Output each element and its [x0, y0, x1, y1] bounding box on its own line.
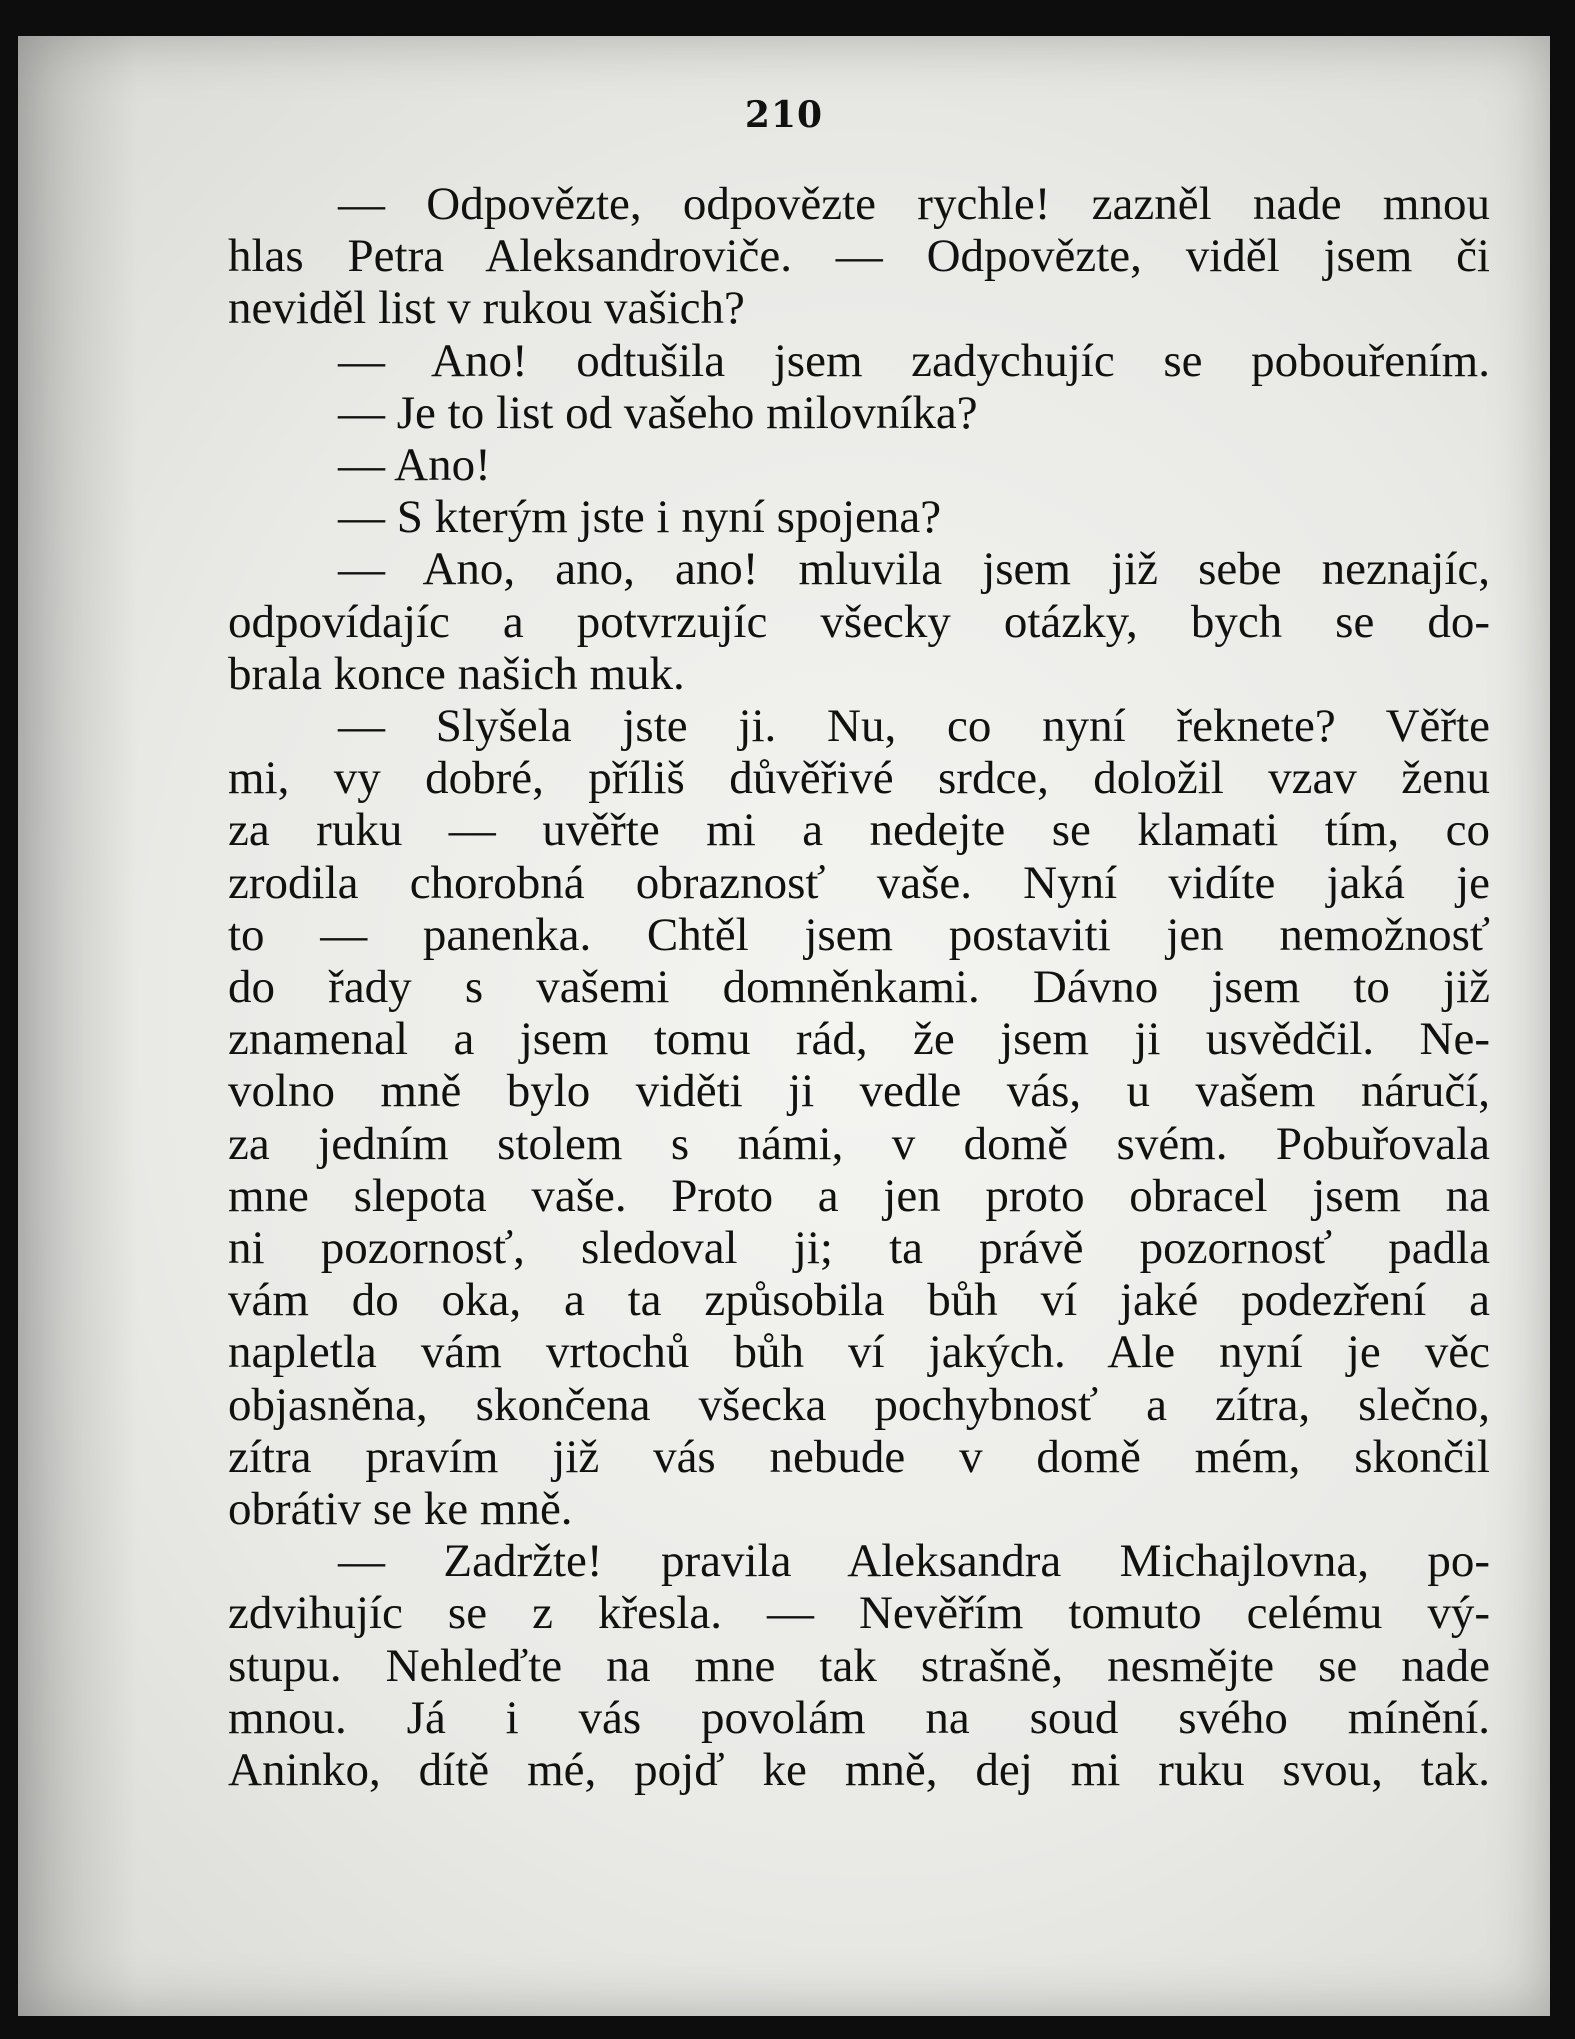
text-line: zítra pravím již vás nebude v domě mém, skončil: [228, 1430, 1490, 1483]
text-line: to — panenka. Chtěl jsem postaviti jen nemožnosť: [228, 908, 1490, 961]
text-line: — S kterým jste i nyní spojena?: [338, 491, 942, 544]
text-line: napletla vám vrtochů bůh ví jakých. Ale nyní je věc: [228, 1326, 1490, 1379]
text-line: — Zadržte! pravila Aleksandra Michajlovna, po-: [338, 1535, 1490, 1588]
text-line: stupu. Nehleďte na mne tak strašně, nesmějte se nade: [228, 1639, 1490, 1692]
text-line: — Ano!: [338, 439, 491, 492]
body-text: [228, 178, 1490, 1796]
text-line: — Ano, ano, ano! mluvila jsem již sebe neznajíc,: [338, 543, 1490, 596]
text-line: volno mně bylo viděti ji vedle vás, u vašem náručí,: [228, 1065, 1490, 1118]
text-line: mi, vy dobré, příliš důvěřivé srdce, doložil vzav ženu: [228, 752, 1490, 805]
text-line: — Je to list od vašeho milovníka?: [338, 386, 978, 439]
text-line: za jedním stolem s námi, v domě svém. Pobuřovala: [228, 1117, 1490, 1170]
text-line: mnou. Já i vás povolám na soud svého mínění.: [228, 1691, 1490, 1744]
text-line: — Slyšela jste ji. Nu, co nyní řeknete? Věřte: [338, 700, 1490, 753]
text-line: hlas Petra Aleksandroviče. — Odpovězte, viděl jsem či: [228, 230, 1490, 283]
text-line: objasněna, skončena všecka pochybnosť a zítra, slečno,: [228, 1378, 1490, 1431]
text-line: ni pozornosť, sledoval ji; ta právě pozornosť padla: [228, 1222, 1490, 1275]
text-line: vám do oka, a ta způsobila bůh ví jaké podezření a: [228, 1274, 1490, 1327]
text-line: za ruku — uvěřte mi a nedejte se klamati tím, co: [228, 804, 1490, 857]
page-number: 210: [744, 94, 824, 136]
text-line: mne slepota vaše. Proto a jen proto obracel jsem na: [228, 1169, 1490, 1222]
text-line: odpovídajíc a potvrzujíc všecky otázky, bych se do-: [228, 595, 1490, 648]
book-page: [18, 36, 1550, 2016]
text-line: znamenal a jsem tomu rád, že jsem ji usvědčil. Ne-: [228, 1013, 1490, 1066]
text-line: do řady s vašemi domněnkami. Dávno jsem to již: [228, 961, 1490, 1014]
text-line: Aninko, dítě mé, pojď ke mně, dej mi ruku svou, tak.: [228, 1744, 1490, 1797]
text-line: brala konce našich muk.: [228, 647, 685, 700]
text-line: obrátiv se ke mně.: [228, 1483, 573, 1536]
text-line: neviděl list v rukou vašich?: [228, 282, 745, 335]
text-line: zdvihujíc se z křesla. — Nevěřím tomuto celému vý-: [228, 1587, 1490, 1640]
page-gutter-shadow: [18, 36, 138, 2016]
text-line: — Ano! odtušila jsem zadychujíc se pobouřením.: [338, 334, 1490, 387]
text-line: — Odpovězte, odpovězte rychle! zazněl nade mnou: [338, 178, 1490, 230]
text-line: zrodila chorobná obraznosť vaše. Nyní vidíte jaká je: [228, 856, 1490, 909]
